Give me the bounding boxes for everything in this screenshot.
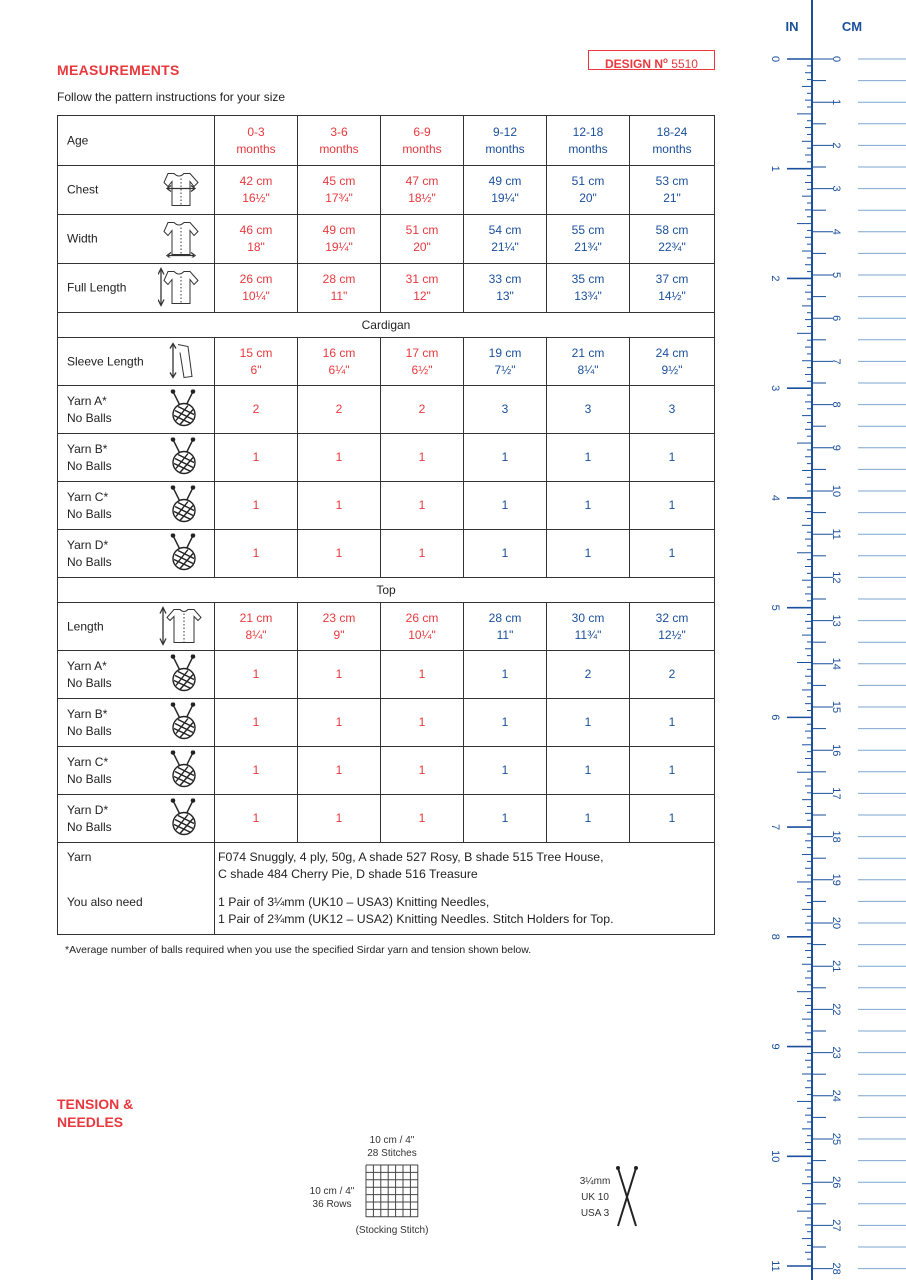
cm-number: 8	[830, 401, 842, 408]
ball-count-cell: 1	[464, 795, 547, 843]
value-inch: 8¼"	[245, 627, 267, 642]
cm-number: 1	[830, 99, 842, 106]
value-inch: 21"	[663, 191, 681, 205]
value-inch: 10¼"	[408, 627, 436, 642]
ball-count-cell: 1	[298, 530, 381, 578]
value-inch: 21¾"	[574, 240, 602, 254]
value-cm: 24 cm	[655, 345, 689, 360]
value-cm: 53 cm	[655, 174, 689, 188]
value-inch: 20"	[413, 240, 431, 254]
value-inch: 7½"	[494, 362, 516, 377]
subtitle: Follow the pattern instructions for your size	[57, 90, 286, 104]
no-balls-label: No Balls	[67, 819, 112, 834]
ball-count-cell: 1	[464, 651, 547, 699]
ball-count-cell: 1	[630, 747, 715, 795]
value-inch: 19¼"	[325, 240, 353, 254]
value-cm: 46 cm	[239, 223, 273, 237]
ball-count-cell: 1	[215, 530, 298, 578]
value-inch: 18"	[247, 240, 265, 254]
value-inch: 21¼"	[491, 240, 519, 254]
ball-count-cell: 3	[547, 386, 630, 434]
ball-count-cell: 1	[215, 795, 298, 843]
tension-title-line1: TENSION &	[57, 1096, 134, 1112]
value-cm: 26 cm	[405, 610, 439, 625]
age-range: 9-12	[492, 124, 518, 139]
value-cm: 19 cm	[488, 345, 522, 360]
tension-height-label: 10 cm / 4"	[309, 1186, 355, 1197]
value-cm: 21 cm	[571, 345, 605, 360]
value-inch: 6"	[250, 362, 262, 377]
ball-count-cell: 1	[630, 699, 715, 747]
tension-width-label: 10 cm / 4"	[369, 1135, 415, 1146]
ball-count-cell: 3	[630, 386, 715, 434]
age-range: 3-6	[330, 124, 348, 139]
value-cm: 31 cm	[405, 272, 439, 286]
value-inch: 9"	[333, 627, 345, 642]
value-inch: 9½"	[661, 362, 683, 377]
yarn-label: Yarn D*	[67, 537, 109, 552]
no-balls-label: No Balls	[67, 723, 112, 738]
measurement-label: Width	[67, 231, 98, 246]
ball-count-cell: 1	[630, 530, 715, 578]
ball-count-cell: 1	[464, 482, 547, 530]
cm-number: 12	[830, 571, 842, 584]
inch-number: 9	[769, 1043, 781, 1050]
inch-number: 3	[769, 385, 781, 392]
ball-count-cell: 1	[298, 795, 381, 843]
value-cm: 26 cm	[239, 272, 273, 286]
value-inch: 8¼"	[577, 362, 599, 377]
age-label: Age	[67, 133, 89, 147]
cm-number: 20	[830, 916, 842, 930]
age-range: 18-24	[656, 124, 688, 139]
no-balls-label: No Balls	[67, 554, 112, 569]
cm-number: 27	[830, 1219, 842, 1232]
value-cm: 54 cm	[488, 223, 522, 237]
needle-uk: UK 10	[581, 1192, 609, 1203]
no-balls-label: No Balls	[67, 771, 112, 786]
ball-count-cell: 1	[298, 747, 381, 795]
measurement-label: Chest	[67, 182, 99, 197]
ball-count-cell: 1	[547, 699, 630, 747]
yarn-label: Yarn D*	[67, 802, 109, 817]
cm-number: 11	[830, 528, 842, 540]
value-cm: 51 cm	[405, 223, 439, 237]
value-cm: 30 cm	[571, 610, 605, 625]
age-range: 12-18	[572, 124, 604, 139]
yarn-label: Yarn B*	[67, 706, 108, 721]
value-inch: 6½"	[411, 362, 433, 377]
ball-count-cell: 1	[381, 530, 464, 578]
need-line-2: 1 Pair of 2¾mm (UK12 – USA2) Knitting Needles. Stitch Holders for Top.	[218, 912, 614, 926]
age-unit: months	[568, 141, 608, 156]
value-inch: 16½"	[242, 191, 270, 205]
need-line-1: 1 Pair of 3¼mm (UK10 – USA3) Knitting Needles,	[218, 895, 490, 909]
ball-count-cell: 1	[464, 434, 547, 482]
yarn-label: Yarn A*	[67, 393, 107, 408]
value-cm: 58 cm	[655, 223, 689, 237]
age-unit: months	[319, 141, 359, 156]
age-unit: months	[402, 141, 442, 156]
ball-count-cell: 1	[381, 434, 464, 482]
ball-count-cell: 1	[381, 651, 464, 699]
age-range: 6-9	[413, 124, 431, 139]
value-inch: 10¼"	[242, 289, 270, 303]
value-cm: 28 cm	[488, 610, 522, 625]
ball-count-cell: 1	[381, 795, 464, 843]
age-unit: months	[485, 141, 525, 156]
ball-count-cell: 1	[215, 699, 298, 747]
value-inch: 12½"	[658, 627, 686, 642]
value-inch: 14½"	[658, 289, 686, 303]
ball-count-cell: 1	[630, 434, 715, 482]
inch-number: 7	[769, 824, 781, 831]
cm-number: 4	[830, 228, 842, 235]
ball-count-cell: 3	[464, 386, 547, 434]
cm-number: 28	[830, 1262, 842, 1275]
value-cm: 37 cm	[655, 272, 689, 286]
cm-number: 14	[830, 657, 842, 670]
cm-number: 18	[830, 830, 842, 843]
value-inch: 13¾"	[574, 289, 602, 303]
value-cm: 16 cm	[322, 345, 356, 360]
needle-usa: USA 3	[580, 1208, 610, 1219]
ball-count-cell: 1	[381, 699, 464, 747]
no-balls-label: No Balls	[67, 410, 112, 425]
tension-stitches: 28 Stitches	[367, 1148, 417, 1159]
cm-number: 24	[830, 1089, 842, 1102]
age-unit: months	[652, 141, 692, 156]
value-cm: 35 cm	[571, 272, 605, 286]
value-cm: 55 cm	[571, 223, 605, 237]
ball-count-cell: 1	[464, 699, 547, 747]
ball-count-cell: 1	[547, 434, 630, 482]
age-range: 0-3	[247, 124, 265, 139]
value-inch: 17¾"	[325, 191, 353, 205]
cm-number: 19	[830, 873, 842, 886]
ball-count-cell: 1	[298, 434, 381, 482]
ball-count-cell: 1	[298, 699, 381, 747]
value-inch: 13"	[496, 289, 514, 303]
cm-number: 13	[830, 614, 842, 627]
yarn-label: Yarn A*	[67, 658, 107, 673]
ball-count-cell: 1	[215, 434, 298, 482]
value-cm: 47 cm	[405, 174, 439, 188]
ball-count-cell: 1	[381, 747, 464, 795]
ball-count-cell: 1	[298, 482, 381, 530]
top-heading: Top	[58, 578, 715, 603]
value-cm: 51 cm	[571, 174, 605, 188]
value-cm: 21 cm	[239, 610, 273, 625]
ball-count-cell: 1	[547, 482, 630, 530]
value-cm: 49 cm	[488, 174, 522, 188]
tension-rows: 36 Rows	[312, 1199, 352, 1210]
value-inch: 11¾"	[574, 627, 602, 642]
inch-number: 11	[769, 1260, 781, 1272]
tension-title-line2: NEEDLES	[57, 1114, 124, 1130]
measurement-label: Length	[67, 619, 104, 633]
cm-number: 26	[830, 1176, 842, 1189]
cardigan-heading: Cardigan	[58, 313, 715, 338]
ball-count-cell: 1	[547, 530, 630, 578]
design-number: 5510	[671, 57, 698, 71]
yarn-line-1: F074 Snuggly, 4 ply, 50g, A shade 527 Rosy, B shade 515 Tree House,	[218, 850, 604, 864]
ball-count-cell: 1	[630, 482, 715, 530]
value-inch: 6¼"	[328, 362, 350, 377]
stitch-type: (Stocking Stitch)	[355, 1225, 429, 1236]
ball-count-cell: 1	[464, 530, 547, 578]
cm-number: 2	[830, 142, 842, 149]
yarn-line-2: C shade 484 Cherry Pie, D shade 516 Treasure	[218, 867, 478, 881]
value-inch: 22¾"	[658, 240, 686, 254]
value-cm: 32 cm	[655, 610, 689, 625]
value-cm: 15 cm	[239, 345, 273, 360]
cm-number: 22	[830, 1003, 842, 1016]
age-unit: months	[236, 141, 276, 156]
measurements-title: MEASUREMENTS	[57, 62, 180, 78]
value-cm: 42 cm	[239, 174, 273, 188]
value-inch: 11"	[330, 289, 348, 303]
cm-number: 9	[830, 444, 842, 451]
cm-number: 23	[830, 1046, 842, 1059]
value-cm: 33 cm	[488, 272, 522, 286]
ball-count-cell: 2	[381, 386, 464, 434]
inch-number: 4	[769, 494, 781, 501]
ball-count-cell: 1	[381, 482, 464, 530]
ball-count-cell: 1	[215, 747, 298, 795]
needle-mm: 3¼mm	[579, 1176, 611, 1187]
value-inch: 19¼"	[491, 191, 519, 205]
inch-number: 1	[769, 165, 781, 172]
inch-number: 0	[769, 55, 781, 63]
ball-count-cell: 1	[547, 795, 630, 843]
value-inch: 18½"	[408, 191, 436, 205]
ball-count-cell: 1	[630, 795, 715, 843]
yarn-label: Yarn C*	[67, 754, 109, 769]
ball-count-cell: 2	[298, 386, 381, 434]
cm-number: 0	[830, 55, 842, 63]
value-inch: 11"	[496, 627, 514, 642]
cm-number: 7	[830, 358, 842, 365]
cm-number: 5	[830, 271, 842, 279]
ball-count-cell: 1	[464, 747, 547, 795]
cm-number: 6	[830, 315, 842, 322]
no-balls-label: No Balls	[67, 506, 112, 521]
no-balls-label: No Balls	[67, 675, 112, 690]
inch-number: 6	[769, 714, 781, 721]
inch-number: 8	[769, 933, 781, 940]
value-cm: 28 cm	[322, 272, 356, 286]
footnote: *Average number of balls required when you use the specified Sirdar yarn and tension shown below.	[65, 944, 532, 956]
ball-count-cell: 1	[215, 482, 298, 530]
value-cm: 17 cm	[405, 345, 439, 360]
yarn-info-label: Yarn	[67, 850, 92, 864]
measurement-label: Full Length	[67, 280, 127, 295]
design-sup: o	[663, 56, 668, 65]
ball-count-cell: 2	[215, 386, 298, 434]
value-inch: 20"	[579, 191, 597, 205]
value-cm: 23 cm	[322, 610, 356, 625]
ball-count-cell: 2	[630, 651, 715, 699]
cm-number: 3	[830, 185, 842, 192]
inch-number: 5	[769, 604, 781, 611]
value-cm: 45 cm	[322, 174, 356, 188]
measurement-label: Sleeve Length	[67, 354, 144, 368]
cm-number: 17	[830, 787, 842, 800]
no-balls-label: No Balls	[67, 458, 112, 473]
inch-number: 10	[769, 1150, 781, 1163]
value-cm: 49 cm	[322, 223, 356, 237]
ball-count-cell: 1	[547, 747, 630, 795]
ball-count-cell: 1	[298, 651, 381, 699]
ruler-cm-label: CM	[841, 19, 863, 34]
ball-count-cell: 2	[547, 651, 630, 699]
need-label: You also need	[67, 895, 143, 909]
ruler-in-label: IN	[785, 19, 799, 34]
value-inch: 12"	[413, 289, 431, 303]
cm-number: 25	[830, 1132, 842, 1146]
cm-number: 15	[830, 700, 842, 714]
inch-number: 2	[769, 275, 781, 282]
yarn-label: Yarn C*	[67, 489, 109, 504]
cm-number: 16	[830, 744, 842, 757]
ball-count-cell: 1	[215, 651, 298, 699]
yarn-label: Yarn B*	[67, 441, 108, 456]
design-label: DESIGN N	[605, 57, 664, 71]
cm-number: 10	[830, 484, 842, 498]
cm-number: 21	[830, 960, 842, 973]
